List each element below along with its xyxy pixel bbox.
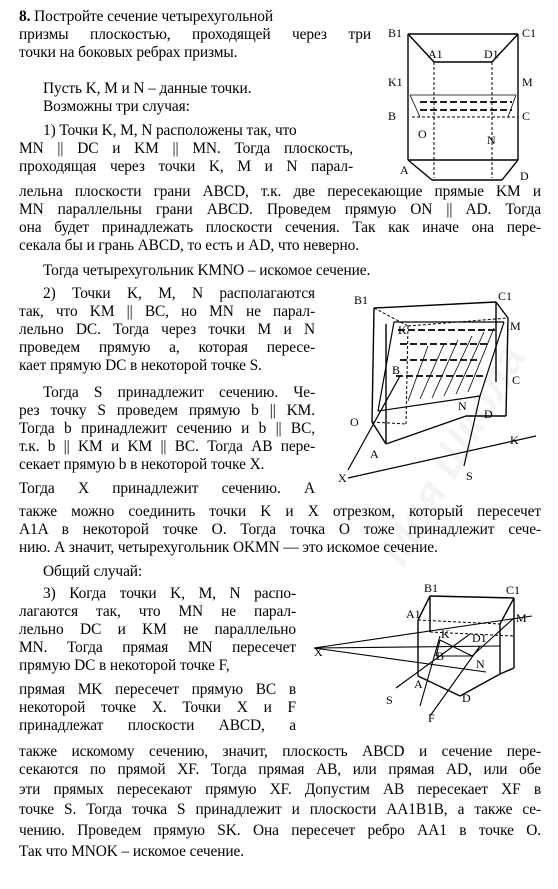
text-line-21: Тогда b принадлежит сечению и b || BC, (19, 420, 315, 437)
text-line-6: 1) Точки K, M, N расположены так, что (43, 122, 297, 139)
text-line-11: она будет принадлежать плоскости сечения. Так как иначе она пере- (19, 219, 541, 236)
fig2-label-x: X (338, 471, 347, 485)
text-line-36: принадлежат плоскости ABCD, а (19, 717, 296, 734)
text-line-37: также искомому сечению, значит, плоскость ABCD и сечение пере- (19, 743, 541, 760)
fig3-label-k: K (441, 627, 450, 641)
fig2-label-n: N (458, 399, 467, 413)
text-line-26: A1A в некоторой точке O. Тогда точка O тоже принадлежит сече- (19, 521, 541, 538)
fig2-label-c1: C1 (498, 289, 513, 303)
fig2-label-d: D (484, 407, 493, 421)
fig3-label-a1: A1 (406, 607, 421, 621)
fig1-label-b: B (388, 109, 397, 123)
text-line-9: лельна плоскости грани ABCD, т.к. две пересекающие прямые KM и (19, 183, 541, 200)
text-line-20: рез точку S проведем прямую b || KM. (19, 402, 315, 419)
text-line-22: т.к. b || KM и KM || BC. Тогда AB пере- (19, 438, 315, 455)
problem-number: 8. (19, 8, 31, 25)
text-line-27: нию. А значит, четырехугольник OKMN — это искомое сечение. (19, 539, 438, 556)
fig1-label-a1: A1 (428, 47, 443, 61)
fig2-label-k2: K (510, 433, 519, 447)
text-line-10: MN параллельны грани ABCD. Проведем прямую ON || AD. Тогда (19, 201, 541, 218)
text-line-34: прямая MK пересечет прямую BC в (19, 681, 296, 698)
text-line-35: некоторой точке X. Точки X и F (19, 699, 296, 716)
fig3-label-a: A (414, 677, 423, 691)
text-line-32: MN. Тогда прямая MN пересечет (19, 639, 296, 656)
fig1-label-o: O (418, 127, 427, 141)
text-line-4: Пусть K, M и N – данные точки. (43, 80, 252, 97)
fig3-label-b1: B1 (424, 581, 439, 595)
text-line-19: Тогда S принадлежит сечению. Че- (43, 384, 315, 401)
fig3-label-x: X (314, 645, 323, 659)
fig1-label-d1: D1 (484, 47, 499, 61)
fig1-label-b1: B1 (388, 26, 403, 40)
fig1-label-c1: C1 (522, 26, 537, 40)
fig3-label-d1: D1 (472, 631, 487, 645)
text-line-24: Тогда X принадлежит сечению. А (19, 480, 315, 497)
text-line-13: Тогда четырехугольник KMNO – искомое сечение. (43, 262, 371, 279)
text-line-17: проведем прямую a, которая пересе- (19, 339, 315, 356)
text-line-41: чению. Проведем прямую SK. Она пересечет ребро AA1 в точке O. (19, 822, 541, 839)
fig2-label-b: B (392, 363, 401, 377)
fig1-label-d: D (520, 169, 529, 183)
prism-figure-case-3 (300, 576, 552, 736)
fig2-label-k: K (398, 323, 407, 337)
fig1-label-n: N (487, 133, 496, 147)
fig1-label-m: M (522, 75, 533, 89)
text-line-28: Общий случай: (43, 563, 143, 580)
fig2-label-m: M (510, 319, 521, 333)
fig2-label-o: O (350, 415, 359, 429)
fig1-label-k1: K1 (388, 75, 403, 89)
text-line-18: кает прямую DC в некоторой точке S. (19, 357, 262, 374)
text-line-14: 2) Точки K, M, N располагаются (43, 285, 315, 302)
fig3-label-n: N (476, 657, 485, 671)
fig1-label-a: A (400, 163, 409, 177)
fig3-label-m: M (516, 611, 527, 625)
fig2-label-b1: B1 (354, 293, 369, 307)
text-line-1: 8. Постройте сечение четырехугольной (19, 8, 274, 25)
text-line-25: также можно соединить точки K и X отрезком, который пересечет (19, 503, 541, 520)
fig2-label-a: A (370, 447, 379, 461)
fig1-label-c: C (522, 109, 531, 123)
fig3-label-f: F (428, 711, 435, 725)
text-line-39: эти прямых пересекают прямую XF. Допустим AB пересекает XF в (19, 781, 541, 798)
fig3-label-d: D (462, 691, 471, 705)
text-line-12: секала бы и грань ABCD, то есть и AD, что неверно. (19, 237, 359, 254)
text-line-15: так, что KM || BC, но MN не парал- (19, 303, 315, 320)
text-line-23: секает прямую b в некоторой точке X. (19, 456, 265, 473)
fig3-label-c1: C1 (506, 583, 521, 597)
text-line-30: лагаются так, что MN не парал- (19, 603, 296, 620)
text-line-31: лельно DC и KM не параллельно (19, 621, 296, 638)
prism-figure-case-1 (372, 20, 552, 190)
text-line-8: проходящая через точки K, M и N парал- (19, 158, 353, 175)
text-line-5: Возможны три случая: (43, 98, 190, 115)
text-line-42: Так что MNOK – искомое сечение. (19, 843, 244, 860)
fig2-label-s: S (466, 469, 473, 483)
text-line-40: точке S. Тогда точка S принадлежит и плоскости AA1B1B, а также се- (19, 801, 541, 818)
text-line-29: 3) Когда точки K, M, N распо- (43, 585, 296, 602)
fig3-label-b: B (436, 649, 445, 663)
text-line-3: точки на боковых ребрах призмы. (19, 44, 238, 61)
text-line-7: MN || DC и KM || MN. Тогда плоскость, (19, 140, 353, 157)
text-line-38: секаются по прямой XF. Тогда прямая AB, или прямая AD, или обе (19, 761, 541, 778)
fig2-label-c: C (512, 373, 521, 387)
fig3-label-s: S (386, 693, 393, 707)
text-line-33: прямую DC в некоторой точке F, (19, 657, 230, 674)
text-line-16: лельно DC. Тогда через точки M и N (19, 321, 315, 338)
text-line-2: призмы плоскостью, проходящей через три (19, 26, 371, 43)
